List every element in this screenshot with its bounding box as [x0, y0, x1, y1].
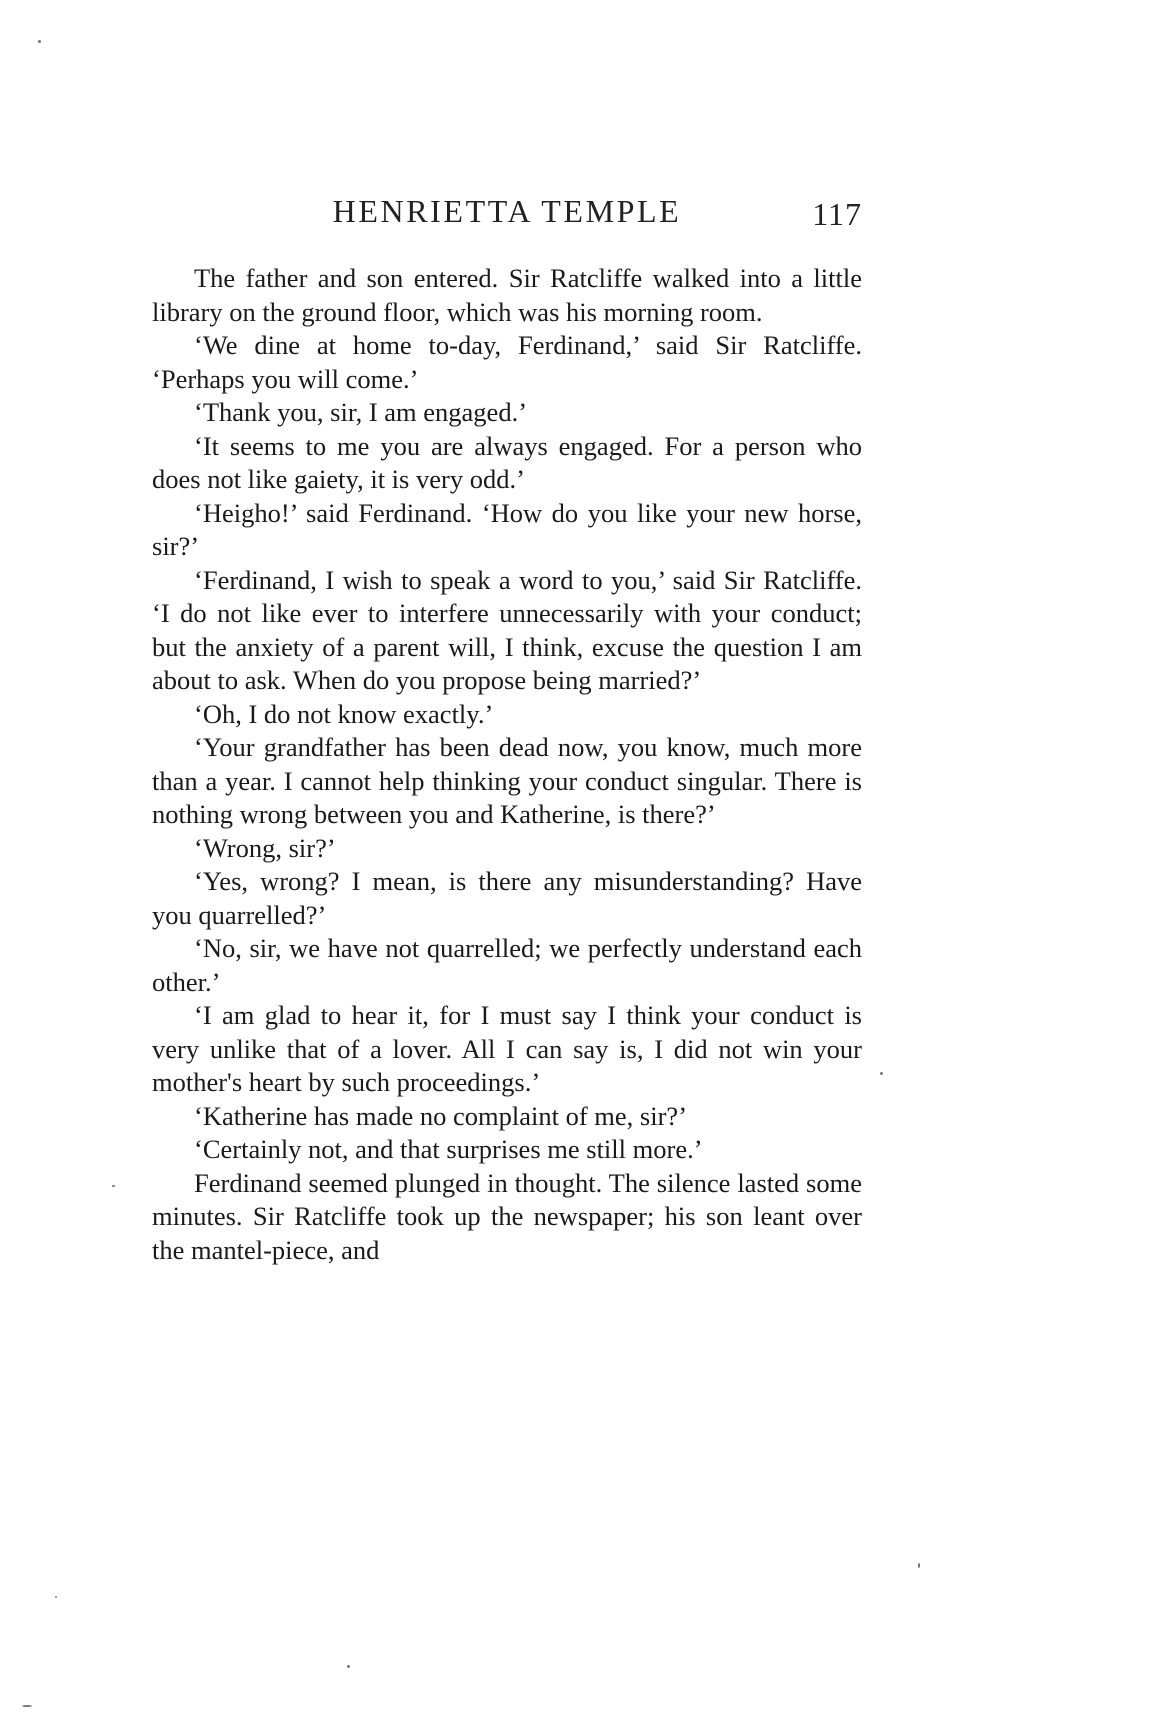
scan-speck: [880, 1072, 883, 1075]
paragraph: ‘Ferdinand, I wish to speak a word to you,’ said Sir Ratcliffe. ‘I do not like ever to interfere unnecessarily with your conduct; but the anxiety of a parent will, I think, excuse the question I am about to ask. When do you propose being married?’: [152, 564, 862, 695]
paragraph: ‘Heigho!’ said Ferdinand. ‘How do you like your new horse, sir?’: [152, 497, 862, 561]
paragraph: ‘Your grandfather has been dead now, you know, much more than a year. I cannot help thinking your conduct singular. There is nothing wrong between you and Katherine, is there?’: [152, 732, 862, 829]
paragraph: ‘No, sir, we have not quarrelled; we perfectly understand each other.’: [152, 933, 862, 997]
paragraph: ‘Oh, I do not know exactly.’: [194, 698, 494, 729]
scan-speck: [918, 1563, 920, 1568]
running-header: [152, 193, 862, 237]
scan-speck: [112, 1185, 115, 1187]
body-text: [152, 262, 862, 1267]
paragraph: ‘It seems to me you are always engaged. For a person who does not like gaiety, it is very odd.’: [152, 430, 862, 494]
paragraph: ‘Certainly not, and that surprises me still more.’: [194, 1134, 703, 1164]
page-number: 117: [812, 196, 862, 232]
paragraph: ‘Wrong, sir?’: [194, 832, 336, 863]
paragraph: ‘Katherine has made no complaint of me, sir?’: [194, 1100, 688, 1131]
scan-speck: [38, 40, 41, 43]
paragraph: ‘Thank you, sir, I am engaged.’: [194, 397, 528, 427]
scan-speck: [347, 1665, 350, 1668]
paragraph: ‘I am glad to hear it, for I must say I think your conduct is very unlike that of a lover. All I can say is, I did not win your mother's heart by such proceedings.’: [152, 1000, 862, 1097]
scan-speck: [55, 1596, 57, 1598]
running-title: HENRIETTA TEMPLE: [332, 193, 682, 229]
paragraph: Ferdinand seemed plunged in thought. The silence lasted some minutes. Sir Ratcliffe took up the newspaper; his son leant over the mantel-piece, and: [152, 1167, 862, 1265]
paragraph: ‘We dine at home to-day, Ferdinand,’ said Sir Ratcliffe. ‘Perhaps you will come.’: [152, 330, 862, 394]
paragraph: ‘Yes, wrong? I mean, is there any misunderstanding? Have you quarrelled?’: [152, 866, 862, 930]
paragraph: The father and son entered. Sir Ratcliffe walked into a little library on the ground floor, which was his morning room.: [152, 263, 862, 327]
scan-speck: [22, 1705, 32, 1707]
